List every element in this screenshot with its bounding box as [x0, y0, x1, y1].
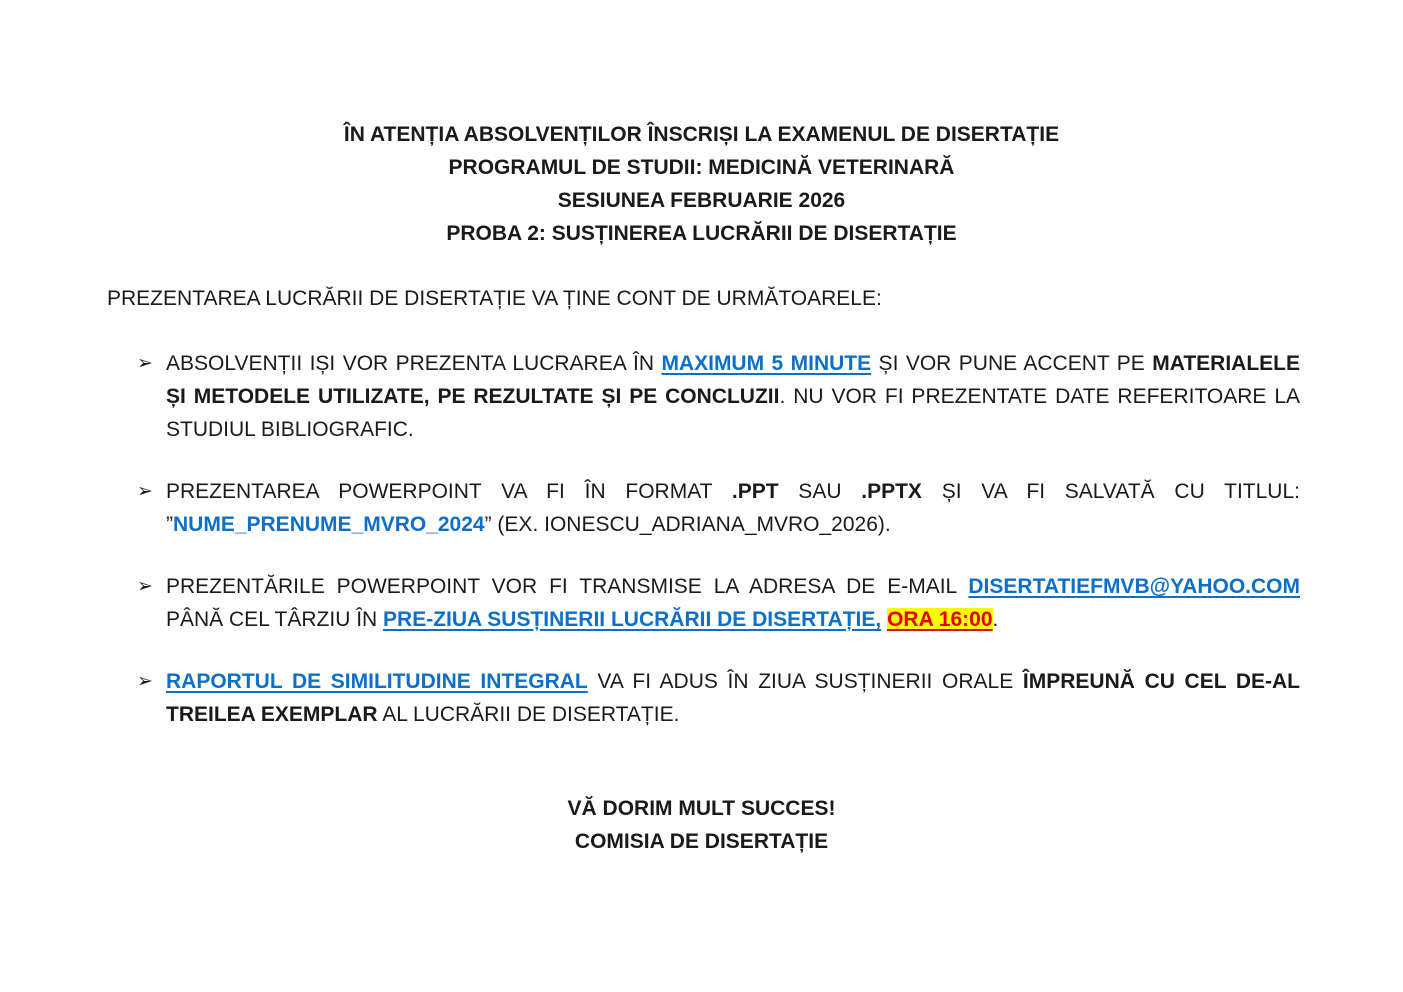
file-name-pattern: NUME_PRENUME_MVRO_2024 [173, 513, 485, 536]
text-run: . [992, 608, 999, 631]
text-run: PÂNĂ CEL TÂRZIU ÎN [166, 608, 384, 631]
intro-text: PREZENTAREA LUCRĂRII DE DISERTAȚIE VA ȚINE CONT DE URMĂTOARELE: [107, 287, 882, 310]
bullet-text [166, 347, 1300, 446]
email-link[interactable]: DISERTATIEFMVB@YAHOO.COM [968, 575, 1300, 598]
bullet-text [166, 665, 1300, 731]
duration-link[interactable]: MAXIMUM 5 MINUTE [661, 352, 872, 375]
bullet-item-submission [137, 570, 1300, 636]
emphasis-text: MATERIALELE ȘI METODELE UTILIZATE, PE REZULTATE ȘI PE CONCLUZII [166, 352, 1301, 408]
bullet-item-format [137, 475, 1300, 541]
arrow-bullet-icon: ➢ [137, 480, 153, 502]
arrow-bullet-icon: ➢ [137, 670, 153, 692]
text-run: ABSOLVENȚII IȘI VOR PREZENTA LUCRAREA ÎN [166, 352, 662, 375]
heading-line-3: SESIUNEA FEBRUARIE 2026 [557, 189, 846, 212]
text-run: PREZENTAREA POWERPOINT VA FI ÎN FORMAT [166, 480, 732, 503]
heading-line-1: ÎN ATENȚIA ABSOLVENȚILOR ÎNSCRIȘI LA EXAMENUL DE DISERTAȚIE [343, 123, 1060, 146]
arrow-bullet-icon: ➢ [137, 575, 153, 597]
bullet-item-duration [137, 347, 1300, 446]
closing-line-1: VĂ DORIM MULT SUCCES! [567, 797, 836, 820]
closing-block [0, 792, 1403, 858]
text-run: . NU VOR FI PREZENTATE DATE REFERITOARE LA STUDIUL BIBLIOGRAFIC. [166, 385, 1301, 441]
deadline-time-highlight: ORA 16:00 [887, 608, 993, 631]
format-ppt: .PPT [731, 480, 779, 503]
bullet-text [166, 570, 1300, 636]
bullet-text [166, 475, 1300, 541]
deadline-link[interactable]: PRE-ZIUA SUSȚINERII LUCRĂRII DE DISERTAȚIE, [383, 608, 882, 631]
document-heading [0, 118, 1403, 250]
similarity-report-link[interactable]: RAPORTUL DE SIMILITUDINE INTEGRAL [166, 670, 588, 693]
heading-line-2: PROGRAMUL DE STUDII: MEDICINĂ VETERINARĂ [448, 156, 955, 179]
text-run: ” (EX. IONESCU_ADRIANA_MVRO_2026). [484, 513, 891, 536]
text-run: SAU [778, 480, 862, 503]
text-run: AL LUCRĂRII DE DISERTAȚIE. [377, 703, 680, 726]
text-run: ȘI VA FI SALVATĂ CU TITLUL: ” [166, 480, 1300, 536]
format-pptx: .PPTX [861, 480, 922, 503]
closing-signature: COMISIA DE DISERTAȚIE [574, 830, 829, 853]
text-run: ȘI VOR PUNE ACCENT PE [871, 352, 1153, 375]
text-run: VA FI ADUS ÎN ZIUA SUSȚINERII ORALE [587, 670, 1023, 693]
text-run: PREZENTĂRILE POWERPOINT VOR FI TRANSMISE LA ADRESA DE E-MAIL [166, 575, 969, 598]
arrow-bullet-icon: ➢ [137, 352, 153, 374]
heading-line-4: PROBA 2: SUSȚINEREA LUCRĂRII DE DISERTAȚIE [446, 222, 957, 245]
bullet-item-similarity-report [137, 665, 1300, 731]
emphasis-text: ÎMPREUNĂ CU CEL DE-AL TREILEA EXEMPLAR [166, 670, 1300, 726]
